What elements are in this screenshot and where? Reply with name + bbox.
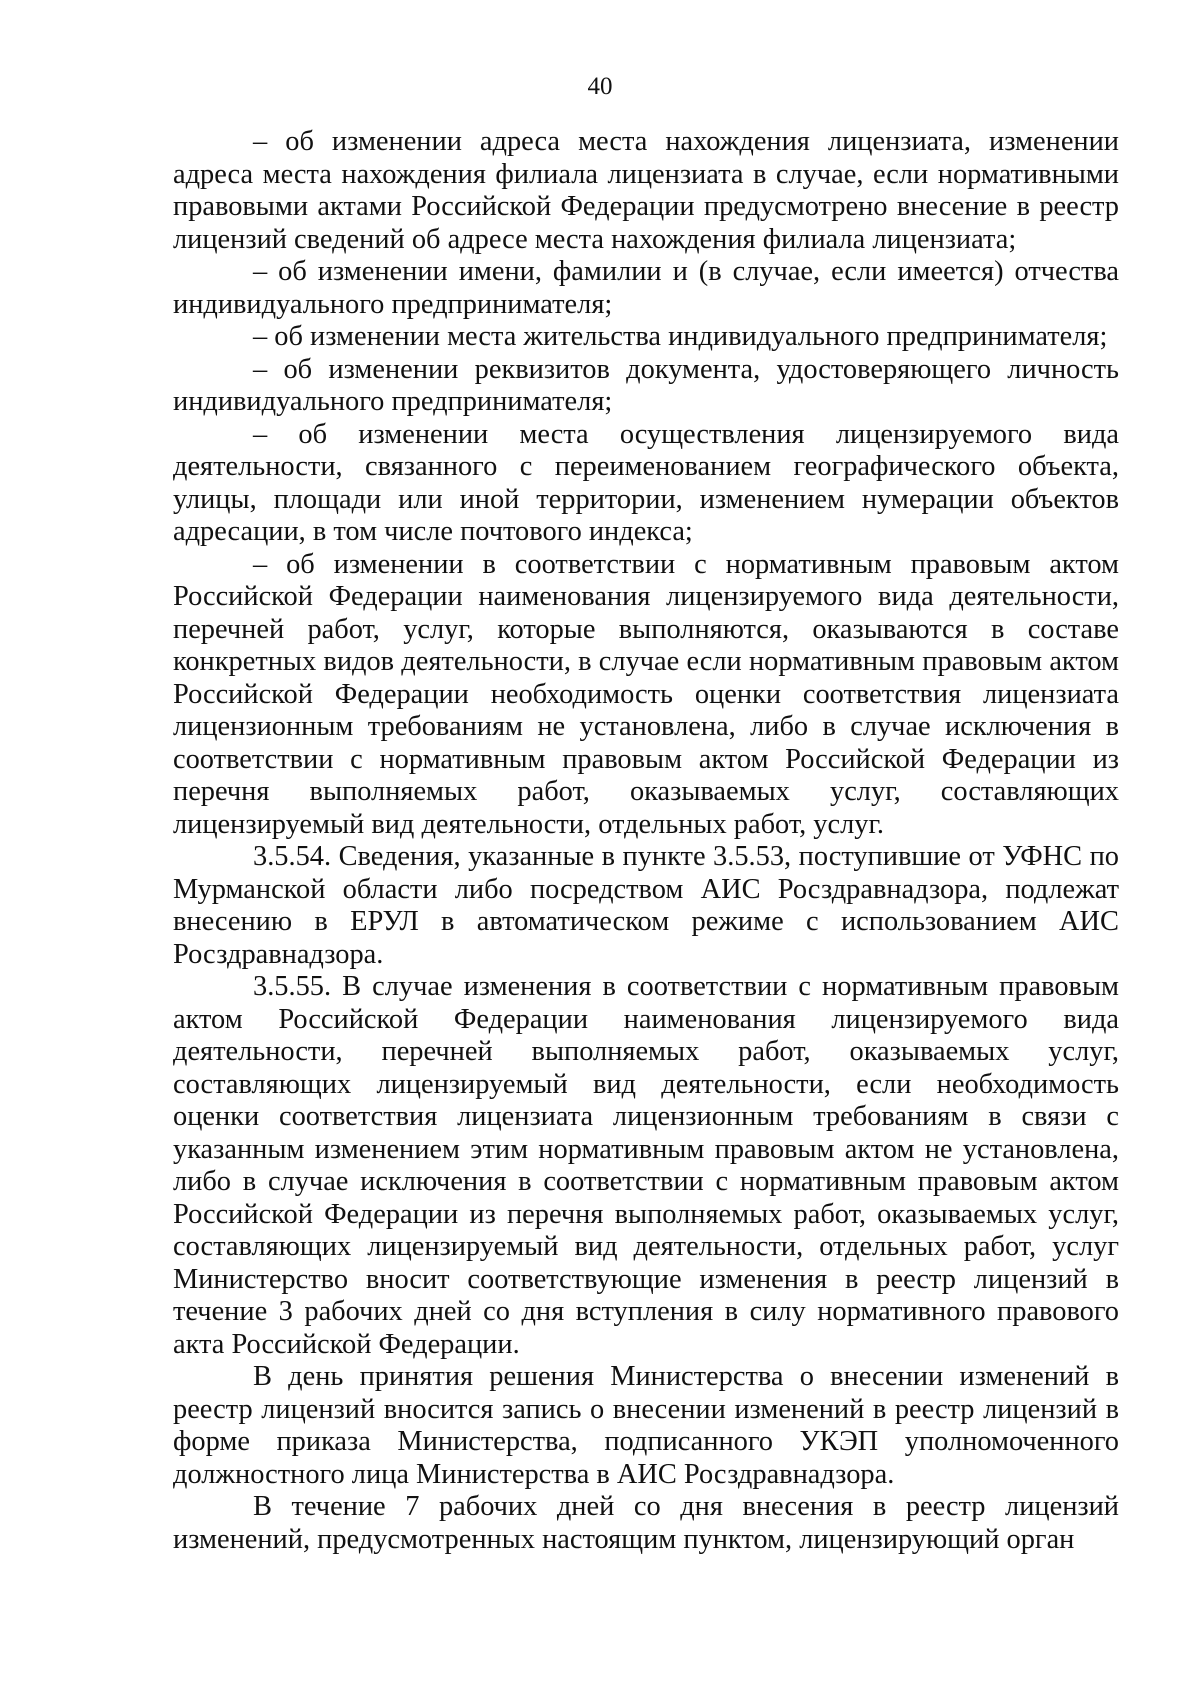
paragraph-address-change: – об изменении адреса места нахождения лицензиата, изменении адреса места нахождения филиала лицензиата в случае, если нормативными правовыми актами Российской Федерации предусмотрено внесение в реестр лицензий сведений об адресе места нахождения филиала лицензиата; xyxy=(173,126,1119,255)
paragraph-id-document-change: – об изменении реквизитов документа, удостоверяющего личность индивидуального предпринимателя; xyxy=(173,353,1119,417)
paragraph-decision-day: В день принятия решения Министерства о внесении изменений в реестр лицензий вносится запись о внесении изменений в реестр лицензий в форме приказа Министерства, подписанного УКЭП уполномоченного должностного лица Министерства в АИС Росздравнадзора. xyxy=(173,1361,1119,1490)
paragraph-residence-change: – об изменении места жительства индивидуального предпринимателя; xyxy=(253,321,1108,352)
paragraph-3-5-55: 3.5.55. В случае изменения в соответствии с нормативным правовым актом Российской Федерации наименования лицензируемого вида деятельности, перечней выполняемых работ, оказываемых услуг, составляющих лицензируемый вид деятельности, если необходимость оценки соответствия лицензиата лицензионным требованиям в связи с указанным изменением этим нормативным правовым актом не установлена, либо в случае исключения в соответствии с нормативным правовым актом Российской Федерации из перечня выполняемых работ, оказываемых услуг, составляющих лицензируемый вид деятельности, отдельных работ, услуг Министерство вносит соответствующие изменения в реестр лицензий в течение 3 рабочих дней со дня вступления в силу нормативного правового акта Российской Федерации. xyxy=(173,971,1119,1360)
paragraph-activity-location-change: – об изменении места осуществления лицензируемого вида деятельности, связанного с переименованием географического объекта, улицы, площади или иной территории, изменением нумерации объектов адресации, в том числе почтового индекса; xyxy=(173,418,1119,547)
paragraph-activity-name-change: – об изменении в соответствии с нормативным правовым актом Российской Федерации наименования лицензируемого вида деятельности, перечней работ, услуг, которые выполняются, оказываются в составе конкретных видов деятельности, в случае если нормативным правовым актом Российской Федерации необходимость оценки соответствия лицензиата лицензионным требованиям не установлена, либо в случае исключения в соответствии с нормативным правовым актом Российской Федерации из перечня выполняемых работ, оказываемых услуг, составляющих лицензируемый вид деятельности, отдельных работ, услуг. xyxy=(173,548,1119,840)
paragraph-seven-days: В течение 7 рабочих дней со дня внесения в реестр лицензий изменений, предусмотренных настоящим пунктом, лицензирующий орган xyxy=(173,1491,1119,1555)
page-number: 40 xyxy=(587,73,613,100)
paragraph-3-5-54: 3.5.54. Сведения, указанные в пункте 3.5.53, поступившие от УФНС по Мурманской области либо посредством АИС Росздравнадзора, подлежат внесению в ЕРУЛ в автоматическом режиме с использованием АИС Росздравнадзора. xyxy=(173,841,1119,970)
document-body xyxy=(173,126,1119,1556)
paragraph-name-change: – об изменении имени, фамилии и (в случае, если имеется) отчества индивидуального предпринимателя; xyxy=(173,256,1119,320)
